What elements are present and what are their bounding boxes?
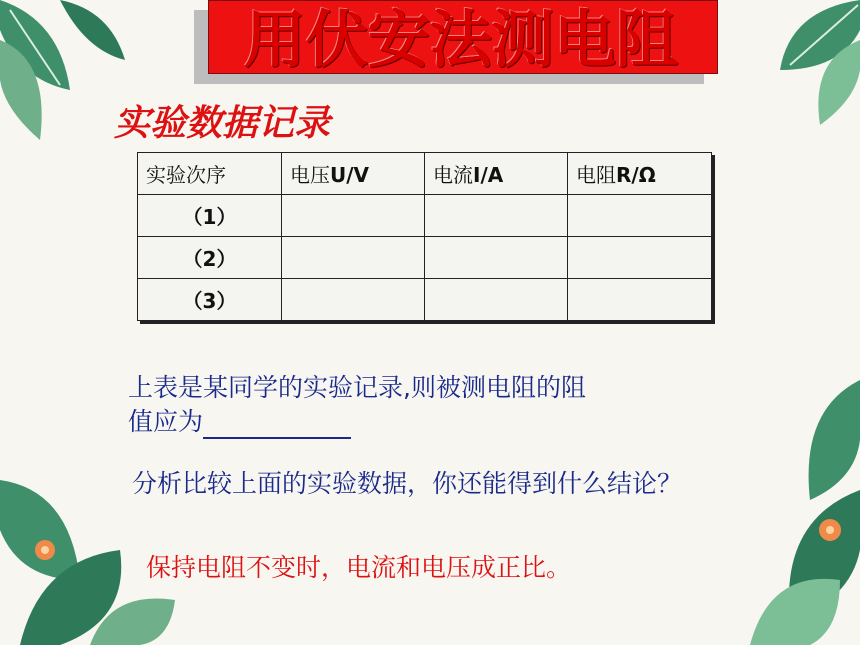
header-cell-order: 实验次序 (138, 153, 282, 195)
row-label: （3） (138, 279, 282, 321)
table-row (138, 195, 712, 237)
header-cell-resistance: 电阻R/Ω (568, 153, 712, 195)
table-cell (425, 237, 568, 279)
question-1-line-2: 值应为 (128, 405, 768, 439)
table-cell (568, 279, 712, 321)
answer-blank (203, 411, 351, 439)
table-cell (282, 279, 425, 321)
table-cell (568, 237, 712, 279)
header-cell-voltage: 电压U/V (282, 153, 425, 195)
table-cell (282, 195, 425, 237)
row-label: （1） (138, 195, 282, 237)
question-2: 分析比较上面的实验数据，你还能得到什么结论？ (132, 469, 683, 498)
section-subtitle: 实验数据记录 (114, 102, 331, 144)
data-record-table (137, 152, 712, 321)
table-cell (425, 195, 568, 237)
page-title: 用伏安法测电阻 (244, 3, 679, 76)
question-1-line-1: 上表是某同学的实验记录,则被测电阻的阻 (128, 373, 586, 402)
leaf-decoration-top-left (0, 0, 130, 150)
table-row (138, 237, 712, 279)
table-row (138, 279, 712, 321)
table-cell (568, 195, 712, 237)
question-1 (128, 371, 768, 439)
table-header-row (138, 153, 712, 195)
row-label: （2） (138, 237, 282, 279)
table-cell (425, 279, 568, 321)
answer-text: 保持电阻不变时，电流和电压成正比。 (146, 553, 572, 582)
table-cell (282, 237, 425, 279)
header-cell-current: 电流I/A (425, 153, 568, 195)
